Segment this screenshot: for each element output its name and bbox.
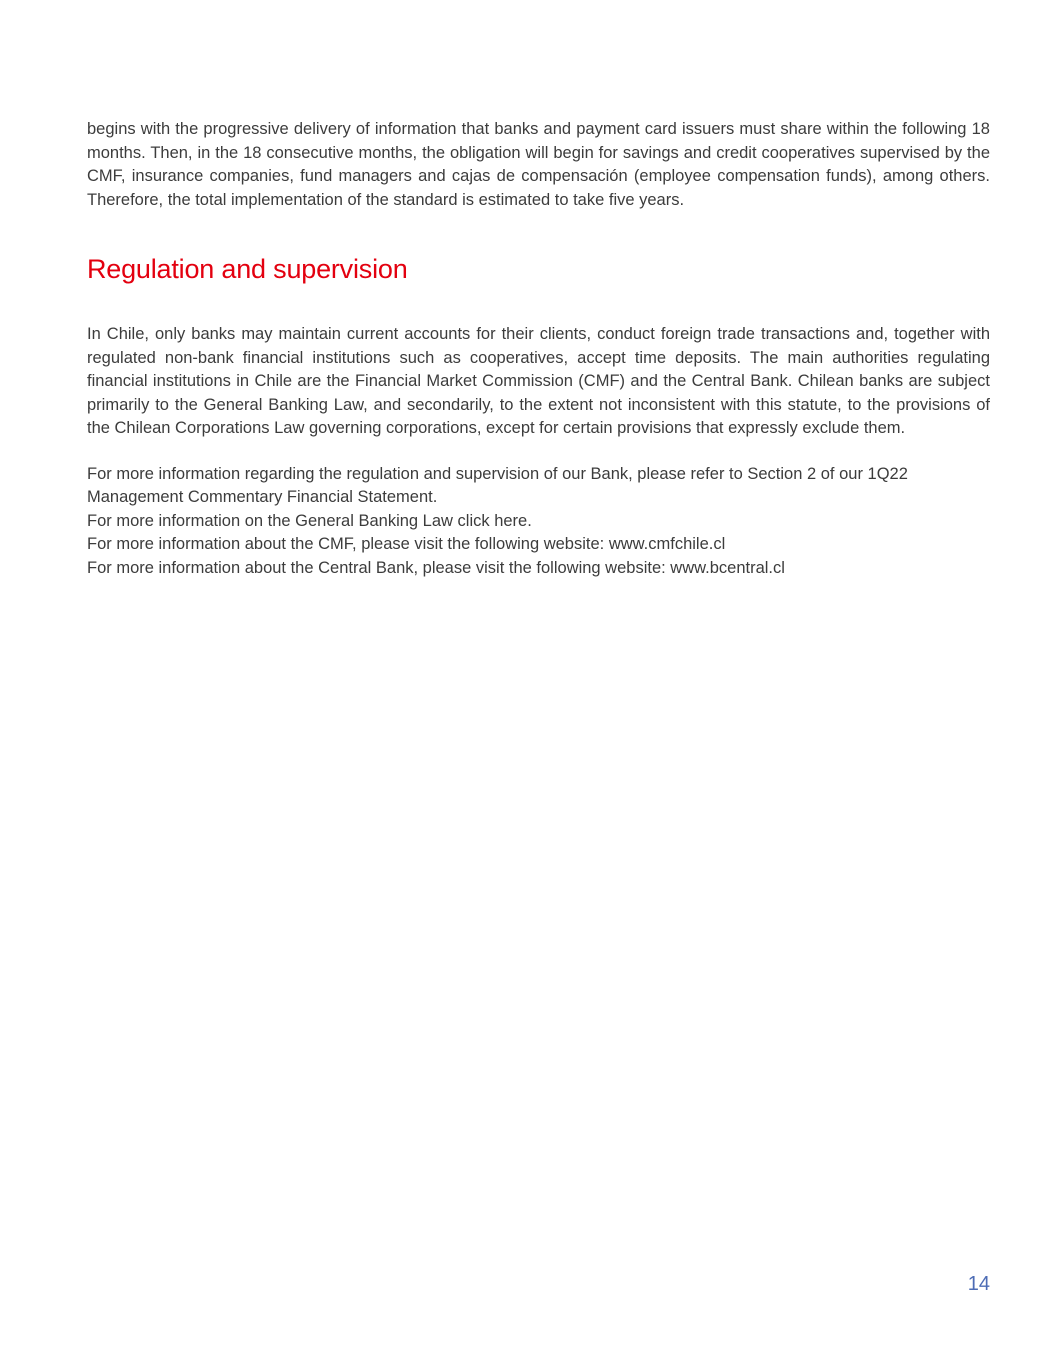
- info-line-management-commentary: For more information regarding the regulation and supervision of our Bank, please refer to Section 2 of our 1Q22 Management Commentary Financial Statement.: [87, 464, 908, 506]
- more-information-block: [87, 463, 990, 581]
- info-line-cmf-website: For more information about the CMF, please visit the following website: www.cmfchile.cl: [87, 535, 726, 553]
- info-line-general-banking-law: For more information on the General Banking Law click here.: [87, 511, 532, 530]
- paragraph-regulation: In Chile, only banks may maintain current accounts for their clients, conduct foreign trade transactions and, together with regulated non-bank financial institutions such as cooperatives, accept time deposits. The main authorities regulating financial institutions in Chile are the Financial Market Commission (CMF) and the Central Bank. Chilean banks are subject primarily to the General Banking Law, and secondarily, to the extent not inconsistent with this statute, to the provisions of the Chilean Corporations Law governing corporations, except for certain provisions that expressly exclude them.: [87, 325, 990, 437]
- info-line-central-bank-website: For more information about the Central Bank, please visit the following website: www.bcentral.cl: [87, 558, 785, 577]
- page-content: [87, 118, 990, 580]
- section-heading: Regulation and supervision: [87, 254, 408, 284]
- page-number: 14: [967, 1273, 990, 1295]
- paragraph-intro: begins with the progressive delivery of information that banks and payment card issuers must share within the following 18 months. Then, in the 18 consecutive months, the obligation will begin for savings and credit cooperatives supervised by the CMF, insurance companies, fund managers and cajas de compensación (employee compensation funds), among others. Therefore, the total implementation of the standard is estimated to take five years.: [87, 120, 990, 209]
